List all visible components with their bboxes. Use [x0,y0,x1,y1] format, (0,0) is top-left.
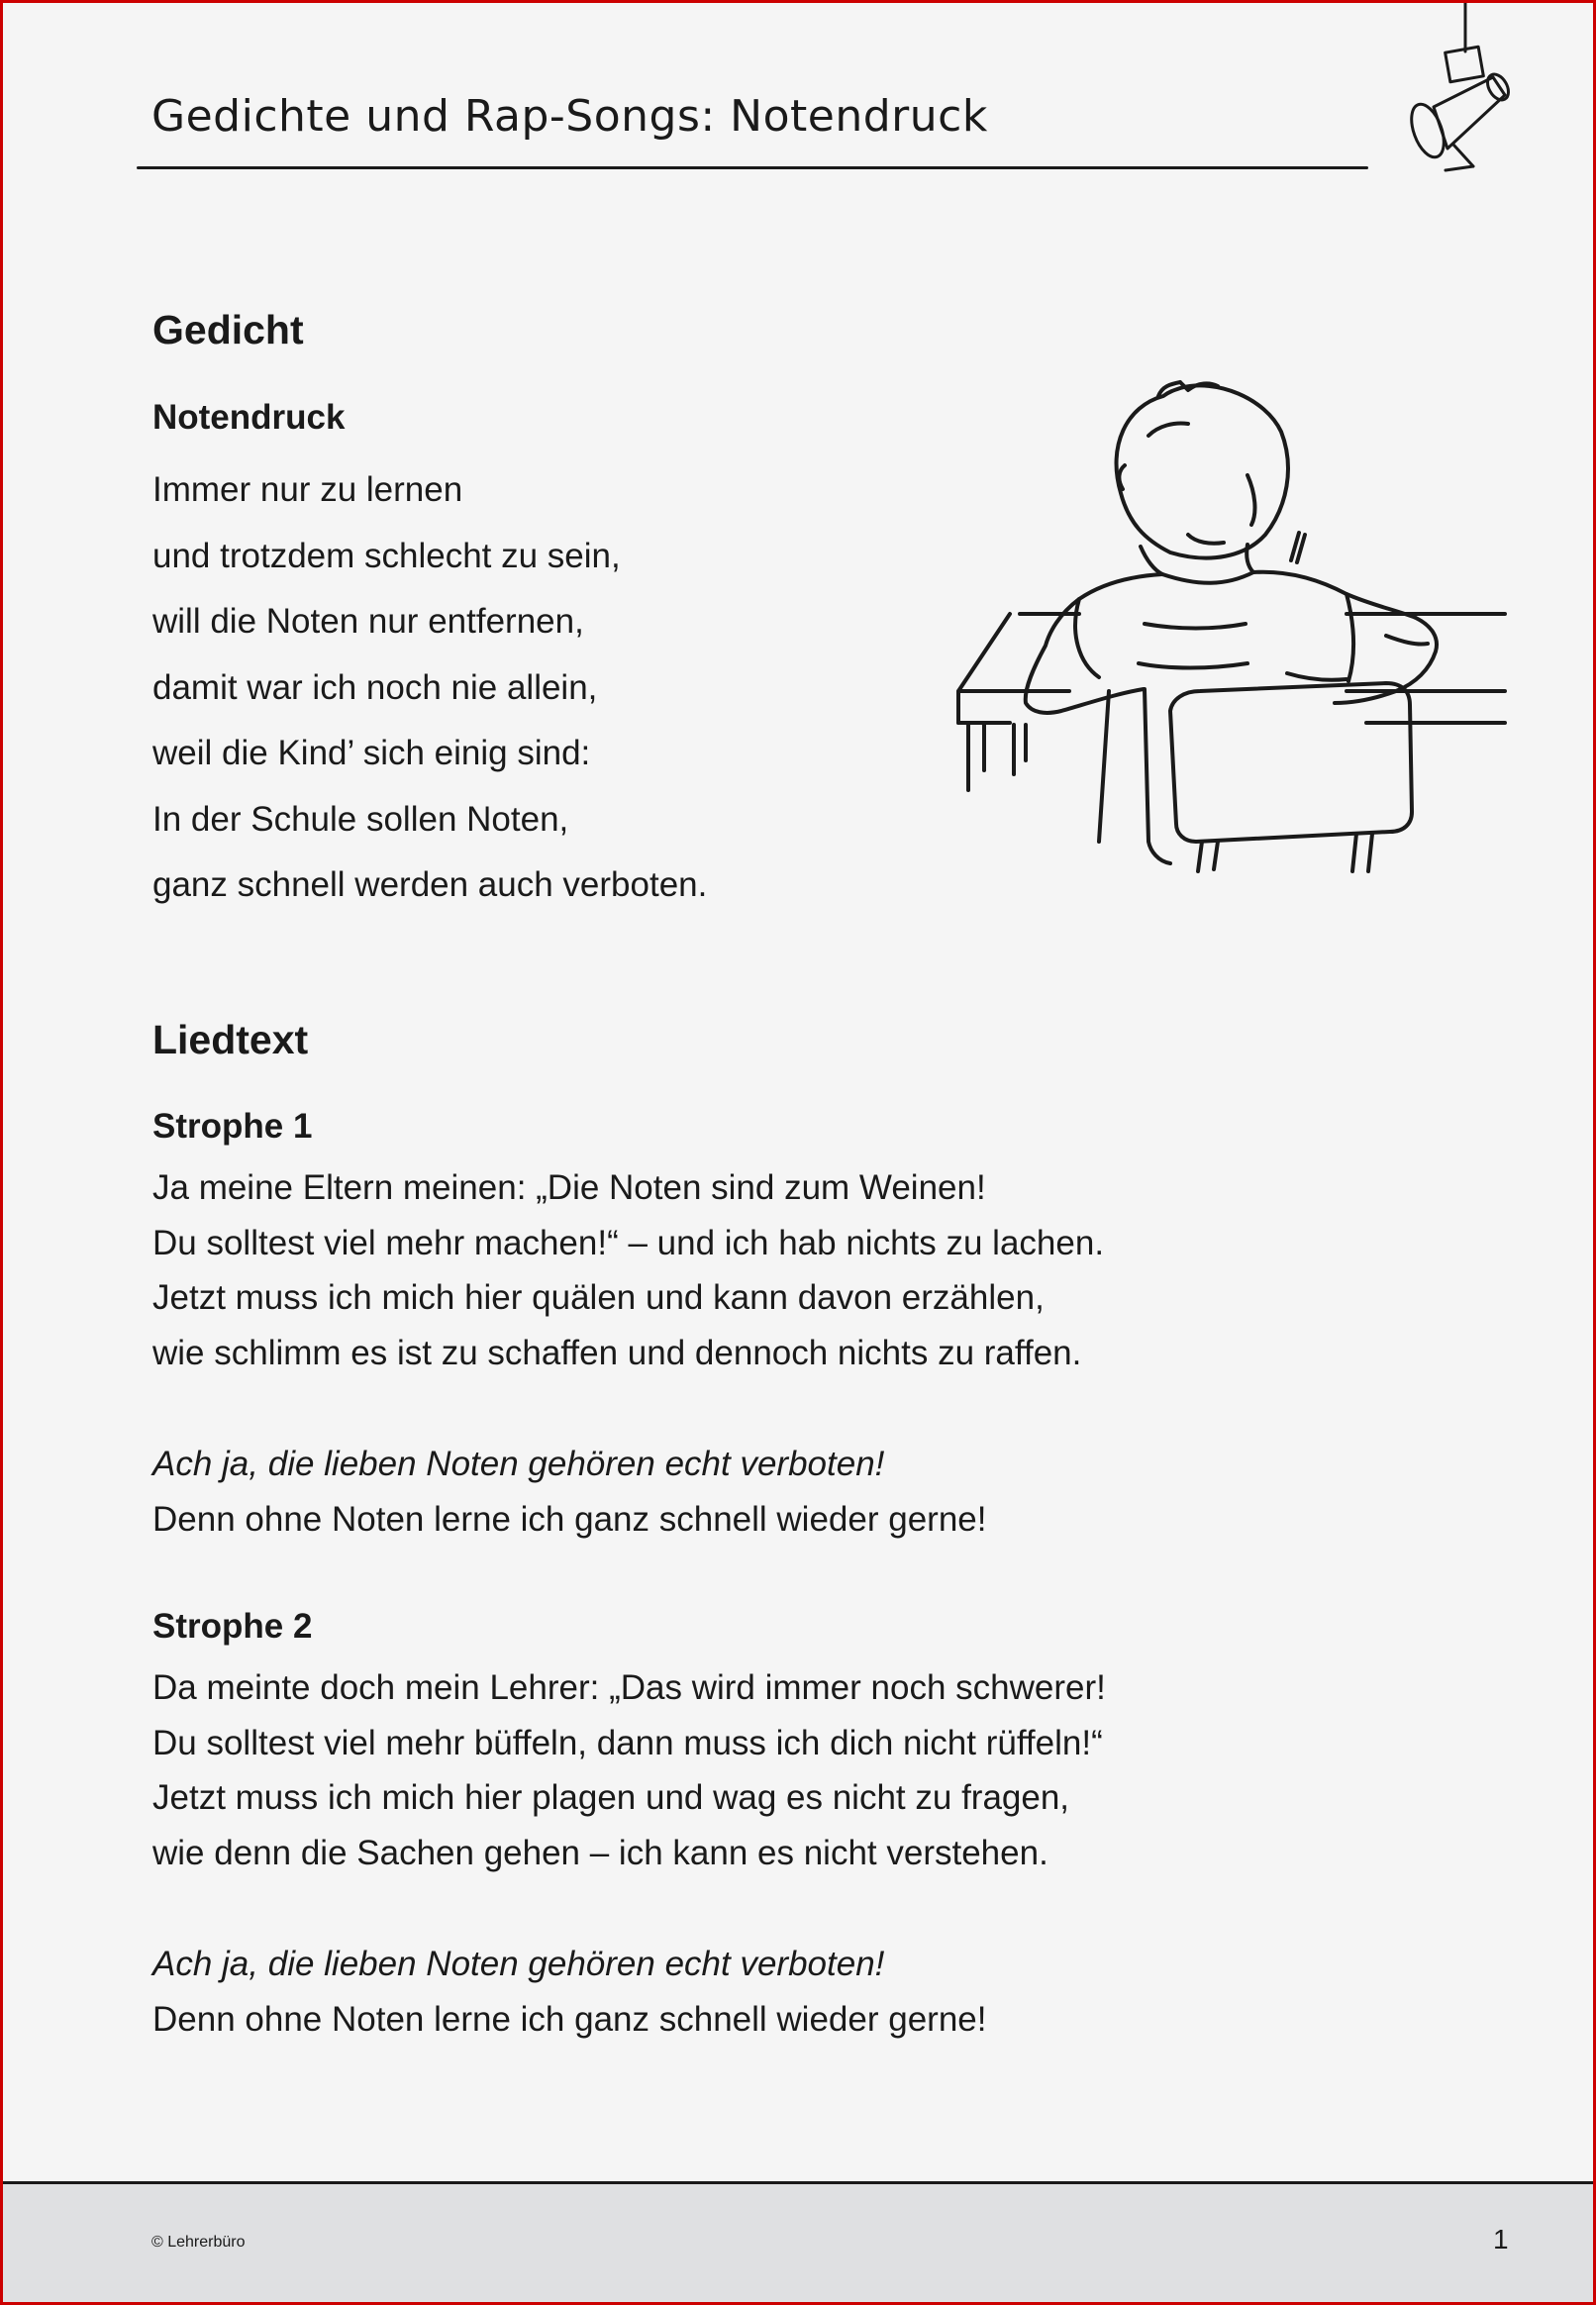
refrain-line: Denn ohne Noten lerne ich ganz schnell wieder gerne! [152,1499,987,1539]
verse-line: Jetzt muss ich mich hier quälen und kann davon erzählen, [152,1278,1045,1317]
poem-line: will die Noten nur entfernen, [152,602,584,641]
verse-line: Ja meine Eltern meinen: „Die Noten sind zum Weinen! [152,1168,986,1207]
poem-body [152,457,707,919]
header-divider [137,166,1368,169]
poem-line: ganz schnell werden auch verboten. [152,865,708,904]
refrain-line: Denn ohne Noten lerne ich ganz schnell wieder gerne! [152,1999,987,2039]
poem-section-heading: Gedicht [152,307,304,352]
poem-title: Notendruck [152,398,346,437]
refrain [152,1437,986,1547]
copyright-notice: © Lehrerbüro [151,2234,246,2251]
verse-title: Strophe 2 [152,1607,313,1646]
poem-line: damit war ich noch nie allein, [152,667,598,707]
verse-line: Du solltest viel mehr büffeln, dann muss ich dich nicht rüffeln!“ [152,1723,1103,1762]
poem-line: und trotzdem schlecht zu sein, [152,536,621,575]
song-section-heading: Liedtext [152,1017,309,1062]
refrain-line: Ach ja, die lieben Noten gehören echt verboten! [152,1445,885,1483]
page-title: Gedichte und Rap-Songs: Notendruck [151,91,988,142]
verse-line: wie denn die Sachen gehen – ich kann es nicht verstehen. [152,1833,1048,1872]
verse-line: Da meinte doch mein Lehrer: „Das wird immer noch schwerer! [152,1668,1106,1707]
verse-body [152,1160,1104,1380]
verse-title: Strophe 1 [152,1107,313,1146]
verse-body [152,1660,1106,1880]
poem-line: Immer nur zu lernen [152,470,463,509]
student-at-desk-illustration [950,376,1515,881]
spotlight-icon [1386,0,1515,178]
poem-line: weil die Kind’ sich einig sind: [152,734,591,772]
refrain-line: Ach ja, die lieben Noten gehören echt verboten! [152,1945,885,1983]
page-number: 1 [1493,2224,1509,2255]
verse-line: Du solltest viel mehr machen!“ – und ich hab nichts zu lachen. [152,1223,1105,1262]
verse-line: Jetzt muss ich mich hier plagen und wag es nicht zu fragen, [152,1778,1070,1817]
verse-line: wie schlimm es ist zu schaffen und dennoch nichts zu raffen. [152,1333,1082,1372]
refrain [152,1937,986,2047]
poem-line: In der Schule sollen Noten, [152,799,569,839]
